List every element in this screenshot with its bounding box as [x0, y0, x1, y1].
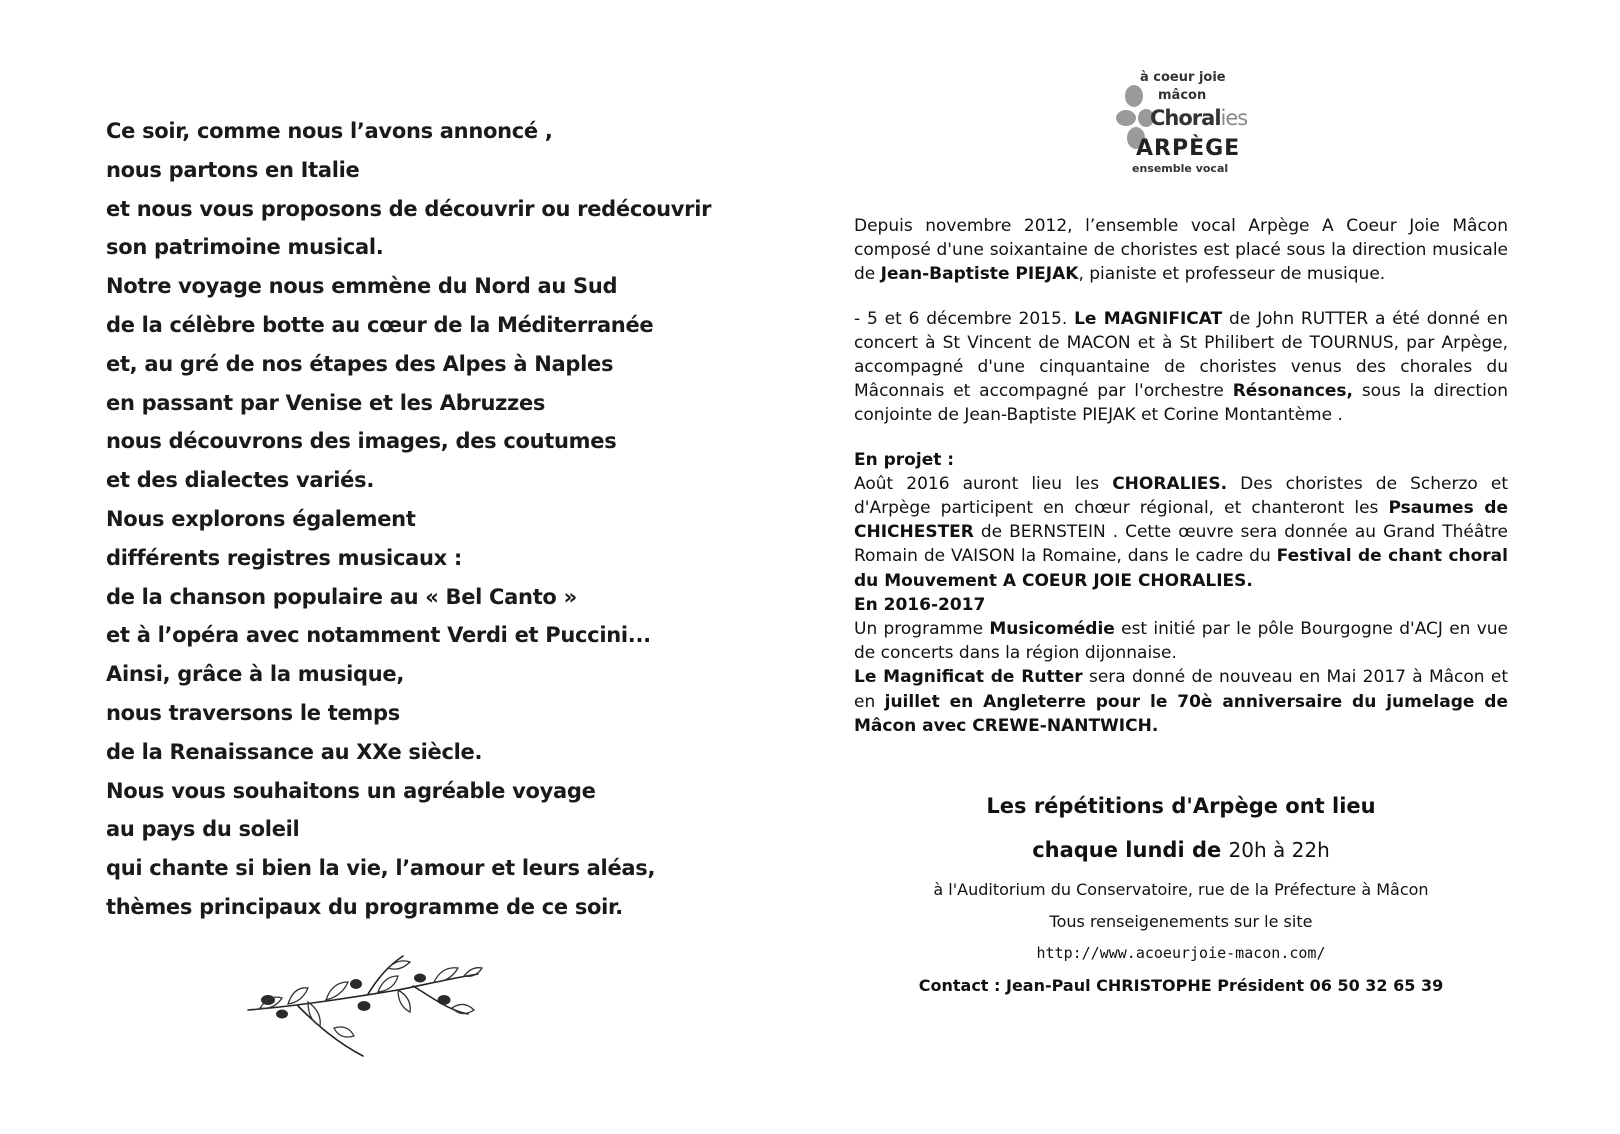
poem-line: nous découvrons des images, des coutumes: [106, 429, 617, 454]
choralies-paragraph: Août 2016 auront lieu les CHORALIES. Des choristes de Scherzo et d'Arpège participent en chœur régional, et chanteront les Psaumes de CHICHESTER de BERNSTEIN . Cette œuvre sera donnée au Grand Théâtre Romain de VAISON la Romaine, dans le cadre du Festival de chant choral du Mouvement A COEUR JOIE CHORALIES.: [854, 473, 1509, 591]
rehearsal-schedule: chaque lundi de 20h à 22h: [1032, 838, 1330, 862]
info-text: [854, 214, 1508, 738]
poem-line: différents registres musicaux :: [106, 545, 462, 570]
poem-line: de la célèbre botte au cœur de la Méditerranée: [106, 312, 654, 337]
poem-line: Ce soir, comme nous l’avons annoncé ,: [106, 119, 553, 143]
rehearsal-place: à l'Auditorium du Conservatoire, rue de la Préfecture à Mâcon: [933, 880, 1429, 899]
poem-line: en passant par Venise et les Abruzzes: [106, 390, 546, 415]
choralies-arpege-logo: [1116, 66, 1256, 176]
poem-line: de la Renaissance au XXe siècle.: [106, 739, 483, 764]
poem-line: et nous vous proposons de découvrir ou redécouvrir: [106, 196, 712, 221]
logo-ensemble-vocal: ensemble vocal: [1132, 162, 1229, 175]
poem-line: et des dialectes variés.: [106, 468, 374, 493]
poem-line: qui chante si bien la vie, l’amour et leurs aléas,: [106, 856, 656, 881]
poem-line: nous traversons le temps: [106, 700, 400, 725]
logo-arpege: ARPÈGE: [1136, 136, 1241, 161]
poem-line: son patrimoine musical.: [106, 235, 384, 260]
intro-paragraph: Depuis novembre 2012, l’ensemble vocal Arpège A Coeur Joie Mâcon composé d'une soixantaine de choristes est placé sous la direction musicale de Jean-Baptiste PIEJAK, pianiste et professeur de musique.: [854, 216, 1508, 285]
season-heading: En 2016-2017: [854, 594, 986, 615]
logo-text-line: mâcon: [1158, 88, 1207, 103]
magnificat-paragraph: - 5 et 6 décembre 2015. Le MAGNIFICAT de John RUTTER a été donné en concert à St Vincent de MACON et à St Philibert de TOURNUS, par Arpège, accompagné d'une cinquantaine de choristes venus des chorales du Mâconnais et accompagné par l'orchestre Résonances, sous la direction conjointe de Jean-Baptiste PIEJAK et Corine Montantème .: [854, 308, 1508, 426]
poem-line: nous partons en Italie: [106, 157, 360, 182]
logo-choralies: Choralies: [1150, 106, 1248, 130]
logo-text-line: à coeur joie: [1140, 70, 1226, 85]
poem: [106, 112, 726, 927]
rehearsal-title: Les répétitions d'Arpège ont lieu: [986, 794, 1376, 818]
poem-line: au pays du soleil: [106, 817, 300, 842]
olive-branch-illustration: [238, 948, 488, 1068]
rutter-paragraph: Le Magnificat de Rutter sera donné de nouveau en Mai 2017 à Mâcon et en juillet en Angleterre pour le 70è anniversaire du jumelage de Mâcon avec CREWE-NANTWICH.: [854, 667, 1508, 736]
poem-line: thèmes principaux du programme de ce soir.: [106, 894, 623, 919]
projet-heading: En projet :: [854, 449, 955, 470]
poem-line: et à l’opéra avec notamment Verdi et Puccini...: [106, 623, 651, 648]
site-label: Tous renseigenements sur le site: [1049, 912, 1313, 931]
musicomedie-paragraph: Un programme Musicomédie est initié par le pôle Bourgogne d'ACJ en vue de concerts dans la région dijonnaise.: [854, 619, 1509, 664]
poem-line: Nous explorons également: [106, 506, 416, 531]
poem-line: Nous vous souhaitons un agréable voyage: [106, 778, 596, 803]
website-url: http://www.acoeurjoie-macon.com/: [1036, 944, 1326, 962]
poem-line: de la chanson populaire au « Bel Canto »: [106, 584, 577, 609]
poem-line: et, au gré de nos étapes des Alpes à Naples: [106, 351, 614, 376]
contact-line: Contact : Jean-Paul CHRISTOPHE Président 06 50 32 65 39: [918, 976, 1444, 995]
poem-line: Ainsi, grâce à la musique,: [106, 662, 405, 687]
poem-line: Notre voyage nous emmène du Nord au Sud: [106, 274, 618, 299]
